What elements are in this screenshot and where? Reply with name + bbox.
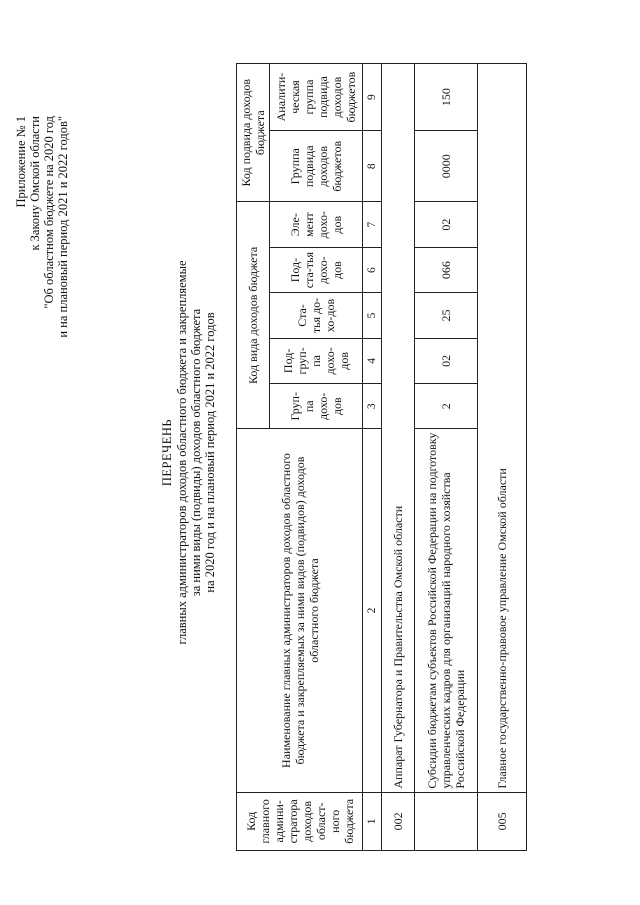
header-admin-code: Код главного админи-стратора доходов област-ного бюджета bbox=[237, 792, 363, 850]
element-cell: 02 bbox=[415, 202, 478, 247]
admin-code-cell bbox=[415, 792, 478, 850]
revenue-name-cell: Субсидии бюджетам субъектов Российской Федерации на подготовку управленческих кадров для организаций народного хозяйства Российской Федерации bbox=[415, 429, 478, 792]
header-name: Наименование главных администраторов доходов областного бюджета и закрепляемых за ними видов (подвидов) доходов областного бюджета bbox=[237, 429, 363, 792]
title-line-1: главных администраторов доходов областного бюджета и закрепляемые bbox=[175, 260, 189, 645]
subkind-group-cell: 0000 bbox=[415, 131, 478, 202]
table-row bbox=[478, 64, 527, 851]
subarticle-cell: 066 bbox=[415, 247, 478, 292]
column-number: 5 bbox=[363, 293, 382, 338]
header-subgroup: Под-груп-па дохо-дов bbox=[270, 338, 363, 383]
header-subkind-code: Код подвида доходов бюджета bbox=[237, 64, 270, 202]
document-title bbox=[160, 0, 217, 905]
appendix-line-1: Приложение № 1 bbox=[14, 116, 28, 208]
admin-code-cell: 005 bbox=[478, 792, 527, 850]
article-cell: 25 bbox=[415, 293, 478, 338]
column-number: 6 bbox=[363, 247, 382, 292]
column-number: 4 bbox=[363, 338, 382, 383]
table-row bbox=[382, 64, 415, 851]
appendix-block bbox=[14, 116, 70, 338]
column-number: 8 bbox=[363, 131, 382, 202]
appendix-line-2: к Закону Омской области bbox=[28, 116, 42, 251]
revenue-admin-table bbox=[236, 63, 527, 851]
header-group: Груп-па дохо-дов bbox=[270, 384, 363, 429]
admin-name-cell: Главное государственно-правовое управление Омской области bbox=[478, 64, 527, 793]
group-cell: 2 bbox=[415, 384, 478, 429]
analytic-group-cell: 150 bbox=[415, 64, 478, 131]
admin-name-cell: Аппарат Губернатора и Правительства Омской области bbox=[382, 64, 415, 793]
header-row-1 bbox=[237, 64, 270, 851]
column-number: 2 bbox=[363, 429, 382, 792]
title-line-2: за ними виды (подвиды) доходов областного бюджета bbox=[189, 308, 203, 597]
title-line-3: на 2020 год и на плановый период 2021 и 2022 годов bbox=[203, 312, 217, 593]
subgroup-cell: 02 bbox=[415, 338, 478, 383]
header-subarticle: Под-ста-тья дохо-дов bbox=[270, 247, 363, 292]
column-number: 1 bbox=[363, 792, 382, 850]
header-analytic-group: Аналити-ческая группа подвида доходов бюджетов bbox=[270, 64, 363, 131]
header-kind-code: Код вида доходов бюджета bbox=[237, 202, 270, 429]
header-article: Ста-тья до-хо-дов bbox=[270, 293, 363, 338]
column-number: 3 bbox=[363, 384, 382, 429]
appendix-line-3: "Об областном бюджете на 2020 год bbox=[42, 116, 56, 309]
table-row bbox=[415, 64, 478, 851]
column-number-row bbox=[363, 64, 382, 851]
title-heading: ПЕРЕЧЕНЬ bbox=[160, 418, 174, 487]
appendix-line-4: и на плановый период 2021 и 2022 годов" bbox=[56, 116, 70, 338]
column-number: 7 bbox=[363, 202, 382, 247]
header-subkind-group: Группа подвида доходов бюджетов bbox=[270, 131, 363, 202]
admin-code-cell: 002 bbox=[382, 792, 415, 850]
column-number: 9 bbox=[363, 64, 382, 131]
header-element: Эле-мент дохо-дов bbox=[270, 202, 363, 247]
